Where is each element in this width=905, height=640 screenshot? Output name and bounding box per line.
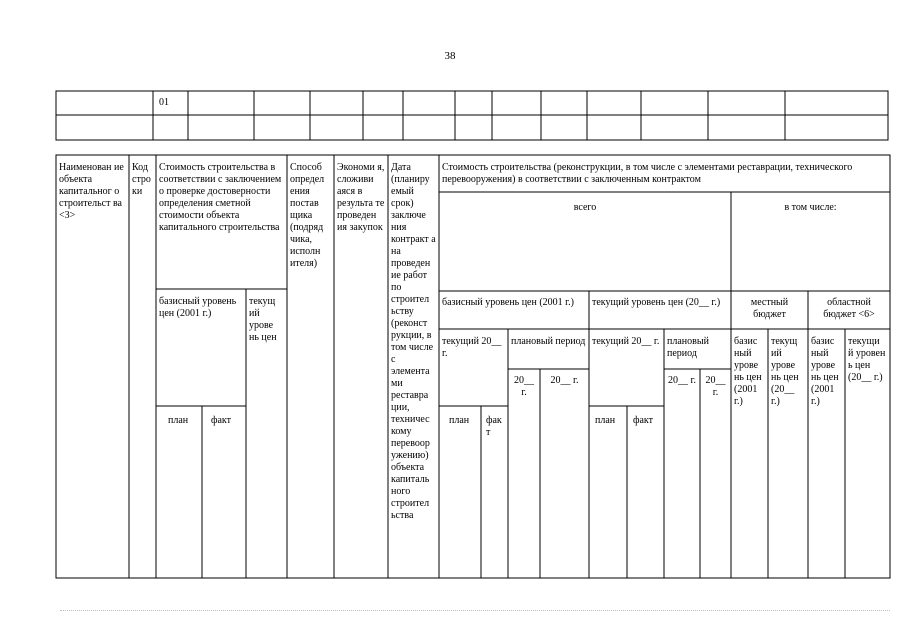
header-current-level-total: текущий уровень цен (20__ г.) bbox=[592, 297, 721, 308]
header-base-level-total: базисный уровень цен (2001 г.) bbox=[442, 297, 574, 308]
header-fact-1: факт bbox=[211, 415, 232, 426]
header-contract-date: Дата (планиру емый срок) заключе ния контракт а на проведен ие работ по строител ьству (реконст рукции, в том числе с элемента ми реставра ции, техничес кому перевоор ужению) объекта капиталь ного строител ьства bbox=[391, 162, 436, 521]
header-current-level: текущ ий урове нь цен bbox=[249, 296, 277, 343]
header-row-code: Код стро ки bbox=[132, 162, 151, 197]
header-contract-cost: Стоимость строительства (реконструкции, в том числе с элементами реставрации, технического перевооружения) в соответствии с заключенным контрактом bbox=[442, 162, 853, 185]
header-local-current: текущ ий урове нь цен (20__ г.) bbox=[771, 336, 799, 407]
header-local-budget: местный бюджет bbox=[750, 297, 789, 320]
header-object-name: Наименован ие объекта капитальног о строительст ва <3> bbox=[59, 162, 124, 221]
header-regional-base: базис ный урове нь цен (2001 г.) bbox=[811, 336, 839, 407]
row-code-cell: 01 bbox=[159, 97, 169, 108]
header-current-year-b: текущий 20__ г. bbox=[592, 336, 660, 347]
header-year-b1: 20__ г. bbox=[668, 375, 696, 386]
header-regional-budget: областной бюджет <6> bbox=[823, 297, 875, 320]
header-year-b2: 20__ г. bbox=[705, 375, 726, 398]
header-plan-2: план bbox=[449, 415, 470, 426]
header-fact-3: факт bbox=[633, 415, 654, 426]
header-plan-3: план bbox=[595, 415, 616, 426]
header-regional-current: текущи й уровен ь цен (20__ г.) bbox=[848, 336, 886, 383]
page-dotted-guide bbox=[60, 610, 890, 611]
page-number: 38 bbox=[444, 50, 456, 62]
header-planned-period-b: плановый период bbox=[667, 336, 709, 359]
header-base-level-2001: базисный уровень цен (2001 г.) bbox=[159, 296, 237, 319]
header-current-year-a: текущий 20__ г. bbox=[442, 336, 502, 359]
header-local-base: базис ный урове нь цен (2001 г.) bbox=[734, 336, 762, 407]
header-year-a1: 20__ г. bbox=[514, 375, 534, 398]
header-savings: Экономи я, сложиви аяся в результа те проведен ия закупок bbox=[337, 162, 385, 233]
header-planned-period-a: плановый период bbox=[511, 336, 586, 347]
header-plan-1: план bbox=[168, 415, 189, 426]
header-fact-2: фак т bbox=[486, 415, 502, 438]
header-including: в том числе: bbox=[784, 202, 837, 213]
header-cost-expertise: Стоимость строительства в соответствии с заключением о проверке достоверности определения сметной стоимости объекта капитального строительства bbox=[159, 162, 282, 233]
header-total: всего bbox=[573, 202, 597, 213]
header-year-a2: 20__ г. bbox=[550, 375, 579, 386]
header-supplier-method: Способ определ ения постав щика (подряд чика, исполн ителя) bbox=[290, 162, 325, 269]
